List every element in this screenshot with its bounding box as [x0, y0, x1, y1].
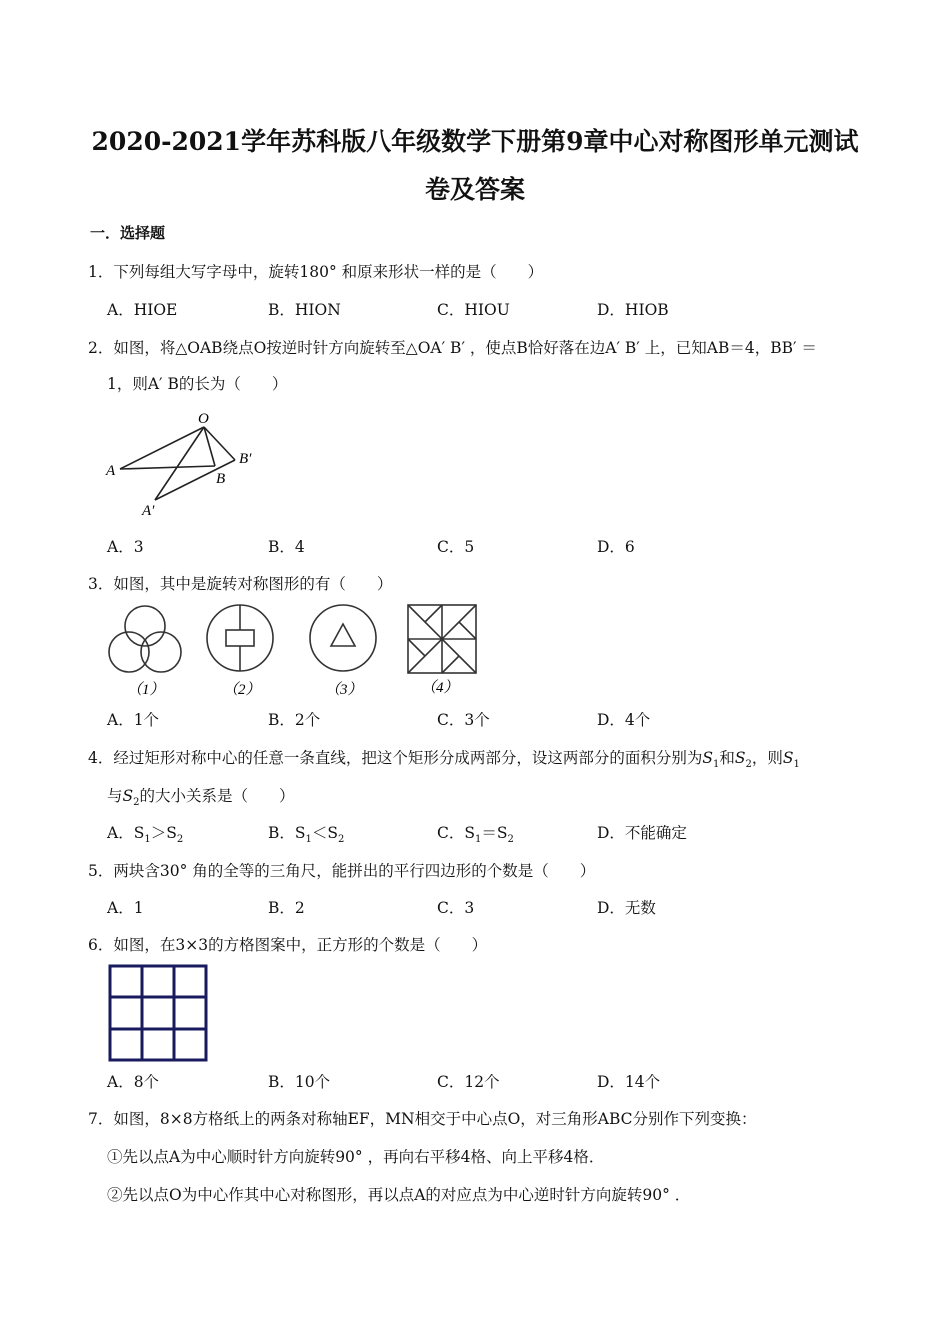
q5-option-c[interactable]: C．3: [437, 899, 475, 917]
question-2-stem-line1: 2．如图，将△OAB绕点O按逆时针方向旋转至△OA′ B′ ，使点B恰好落在边A′ B′ 上，已知AB＝4，BB′ ＝: [88, 339, 817, 357]
question-7-step-2: ②先以点O为中心作其中心对称图形，再以点A的对应点为中心逆时针方向旋转90° ．: [107, 1186, 691, 1204]
question-5-stem: 5．两块含30° 角的全等的三角尺，能拼出的平行四边形的个数是（ ）: [88, 862, 596, 880]
question-3-stem: 3．如图，其中是旋转对称图形的有（ ）: [88, 575, 393, 593]
q3-option-b[interactable]: B．2个: [268, 711, 321, 729]
q4-option-a[interactable]: A．$S_1>S_2$: [107, 824, 184, 846]
caption-4: （4）: [421, 680, 459, 696]
q6-grid-figure: [108, 964, 208, 1062]
question-4-stem-line2: 与$S_2$的大小关系是（ ）: [107, 787, 295, 809]
q5-option-b[interactable]: B．2: [268, 899, 305, 917]
q3-option-c[interactable]: C．3个: [437, 711, 490, 729]
question-7-stem: 7．如图，8×8方格纸上的两条对称轴EF，MN相交于中心点O，对三角形ABC分别作下列变换：: [88, 1110, 757, 1128]
page-title: 2020-2021学年苏科版八年级数学下册第9章中心对称图形单元测试: [91, 127, 859, 156]
q6-option-c[interactable]: C．12个: [437, 1073, 500, 1091]
question-2-stem-line2: 1，则A′ B的长为（ ）: [107, 375, 288, 393]
q6-option-b[interactable]: B．10个: [268, 1073, 331, 1091]
q5-option-d[interactable]: D．无数: [597, 899, 656, 917]
q2-option-d[interactable]: D．6: [597, 538, 635, 556]
q1-option-a[interactable]: A．HIOE: [107, 301, 178, 319]
q5-option-a[interactable]: A．1: [107, 899, 144, 917]
q6-option-a[interactable]: A．8个: [107, 1073, 160, 1091]
q2-option-a[interactable]: A．3: [107, 538, 144, 556]
q3-option-a[interactable]: A．1个: [107, 711, 160, 729]
label-b-prime: B′: [239, 451, 252, 467]
question-7-step-1: ①先以点A为中心顺时针方向旋转90° ，再向右平移4格、向上平移4格．: [107, 1148, 605, 1166]
label-b: B: [216, 471, 226, 487]
question-4-stem-line1: 4．经过矩形对称中心的任意一条直线，把这个矩形分成两部分，设这两部分的面积分别为$S_1$和$S_2$，则$S_1$: [88, 749, 800, 771]
q2-option-b[interactable]: B．4: [268, 538, 305, 556]
question-6-stem: 6．如图，在3×3的方格图案中，正方形的个数是（ ）: [88, 936, 488, 954]
caption-2: （2）: [223, 682, 261, 698]
q1-option-c[interactable]: C．HIOU: [437, 301, 510, 319]
q4-option-d[interactable]: D．不能确定: [597, 824, 687, 842]
label-a: A: [106, 463, 116, 479]
q1-option-b[interactable]: B．HION: [268, 301, 341, 319]
q4-option-c[interactable]: C．$S_1=S_2$: [437, 824, 514, 846]
caption-1: （1）: [127, 682, 165, 698]
label-o: O: [198, 411, 209, 427]
section-heading: 一．选择题: [90, 224, 166, 242]
q3-shapes-figure: [105, 600, 485, 700]
q6-option-d[interactable]: D．14个: [597, 1073, 661, 1091]
page-title-line2: 卷及答案: [424, 175, 525, 204]
q2-option-c[interactable]: C．5: [437, 538, 475, 556]
question-1-stem: 1．下列每组大写字母中，旋转180° 和原来形状一样的是（ ）: [88, 263, 544, 281]
caption-3: （3）: [325, 682, 363, 698]
label-a-prime: A′: [142, 503, 155, 519]
q3-option-d[interactable]: D．4个: [597, 711, 651, 729]
q4-option-b[interactable]: B．$S_1<S_2$: [268, 824, 345, 846]
q2-triangle-figure: [100, 405, 270, 520]
q1-option-d[interactable]: D．HIOB: [597, 301, 669, 319]
